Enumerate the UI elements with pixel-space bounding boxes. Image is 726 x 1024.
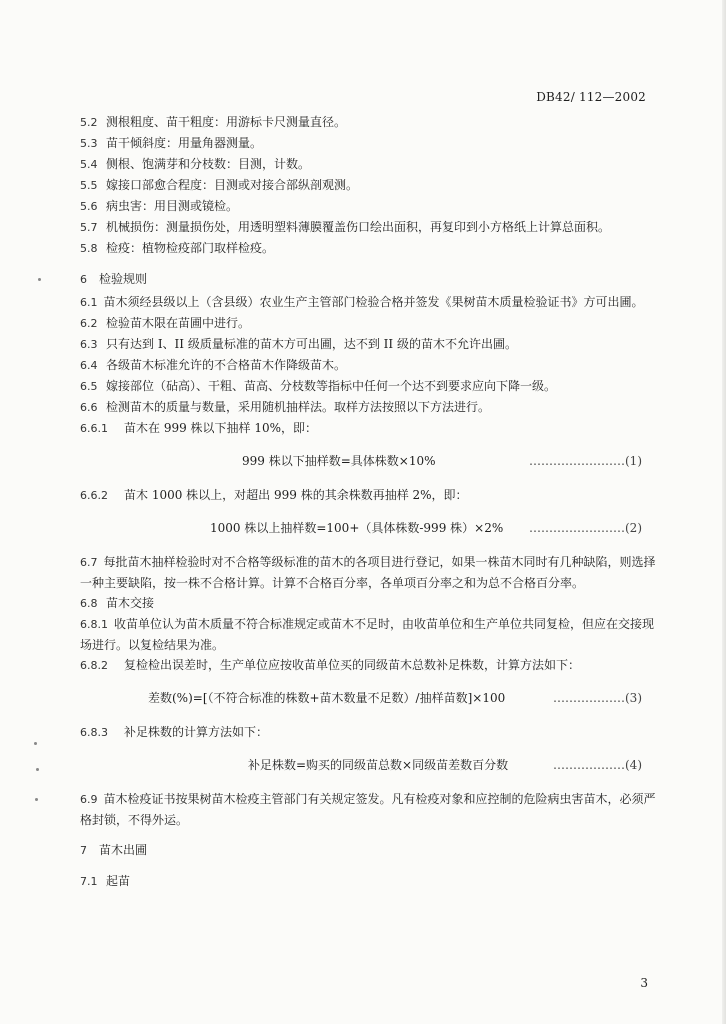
- clause-6-4: 6.4 各级苗木标准允许的不合格苗木作降级苗木。: [80, 358, 347, 372]
- scan-speck: [35, 798, 38, 801]
- clause-5-3: 5.3 苗干倾斜度：用量角器测量。: [80, 136, 263, 150]
- clause-6-8-3: 6.8.3 补足株数的计算方法如下：: [80, 725, 269, 739]
- section-7-heading: 7 苗木出圃: [80, 843, 148, 857]
- clause-6-6: 6.6 检测苗木的质量与数量，采用随机抽样法。取样方法按照以下方法进行。: [80, 400, 491, 414]
- clause-6-8: 6.8 苗木交接: [80, 596, 155, 610]
- scan-speck: [36, 768, 39, 771]
- clause-7-1-heading: 7.1 起苗: [80, 874, 131, 888]
- clause-5-5: 5.5 嫁接口部愈合程度：目测或对接合部纵剖观测。: [80, 178, 359, 192]
- clause-6-8-2: 6.8.2 复检检出误差时，生产单位应按收苗单位买的同级苗木总数补足株数，计算方法如下：: [80, 658, 581, 672]
- formula-4-expression: 补足株数=购买的同级苗总数×同级苗差数百分数: [248, 758, 509, 772]
- formula-3-expression: 差数(%)=[（不符合标准的株数+苗木数量不足数）/抽样苗数]×100: [148, 691, 506, 705]
- formula-1-expression: 999 株以下抽样数=具体株数×10%: [242, 454, 436, 468]
- clause-6-7: 6.7 每批苗木抽样检验时对不合格等级标准的苗木的各项目进行登记，如果一株苗木同时有几种缺陷，则选择一种主要缺陷，按一株不合格计算。计算不合格百分率，各单项百分率之和为总不合格百分率。: [80, 555, 656, 590]
- formula-2-number: ……………………(2): [529, 521, 642, 535]
- scan-speck: [34, 742, 37, 745]
- clause-6-3: 6.3 只有达到 I、II 级质量标准的苗木方可出圃，达不到 II 级的苗木不允许出圃。: [80, 337, 517, 351]
- formula-2-expression: 1000 株以上抽样数=100+（具体株数-999 株）×2%: [210, 521, 504, 535]
- standard-code: DB42/ 112—2002: [536, 90, 646, 104]
- clause-6-5: 6.5 嫁接部位（砧高）、干粗、苗高、分枝数等指标中任何一个达不到要求应向下降一级。: [80, 379, 557, 393]
- document-body: [80, 112, 660, 892]
- clause-5-2: 5.2 测根粗度、苗干粗度：用游标卡尺测量直径。: [80, 115, 347, 129]
- formula-3: [80, 688, 660, 708]
- section-5-items: [80, 112, 660, 259]
- clause-5-7: 5.7 机械损伤：测量损伤处，用透明塑料薄膜覆盖伤口绘出面积，再复印到小方格纸上计算总面积。: [80, 220, 611, 234]
- page-edge-shadow: [722, 0, 726, 1024]
- clause-6-1: 6.1 苗木须经县级以上（含县级）农业生产主管部门检验合格并签发《果树苗木质量检验证书》方可出圃。: [80, 295, 644, 309]
- clause-6-2: 6.2 检验苗木限在苗圃中进行。: [80, 316, 251, 330]
- clause-6-6-2: 6.6.2 苗木 1000 株以上，对超出 999 株的其余株数再抽样 2%，即：: [80, 488, 468, 502]
- section-6-heading: 6 检验规则: [80, 272, 148, 286]
- formula-1: [80, 451, 660, 471]
- formula-4-number: ………………(4): [553, 758, 642, 772]
- clause-6-6-1: 6.6.1 苗木在 999 株以下抽样 10%，即：: [80, 421, 318, 435]
- formula-4: [80, 755, 660, 775]
- formula-2: [80, 518, 660, 538]
- formula-1-number: ……………………(1): [529, 454, 642, 468]
- clause-6-8-1: 6.8.1 收苗单位认为苗木质量不符合标准规定或苗木不足时，由收苗单位和生产单位共同复检，但应在交接现场进行。以复检结果为准。: [80, 617, 655, 652]
- clause-5-6: 5.6 病虫害：用目测或镜检。: [80, 199, 239, 213]
- scan-speck: [38, 278, 41, 281]
- clause-5-4: 5.4 侧根、饱满芽和分枝数：目测，计数。: [80, 157, 311, 171]
- clause-6-9: 6.9 苗木检疫证书按果树苗木检疫主管部门有关规定签发。凡有检疫对象和应控制的危险病虫害苗木，必须严格封锁，不得外运。: [80, 792, 656, 827]
- page-number: 3: [640, 976, 648, 990]
- formula-3-number: ………………(3): [553, 691, 642, 705]
- clause-5-8: 5.8 检疫：植物检疫部门取样检疫。: [80, 241, 275, 255]
